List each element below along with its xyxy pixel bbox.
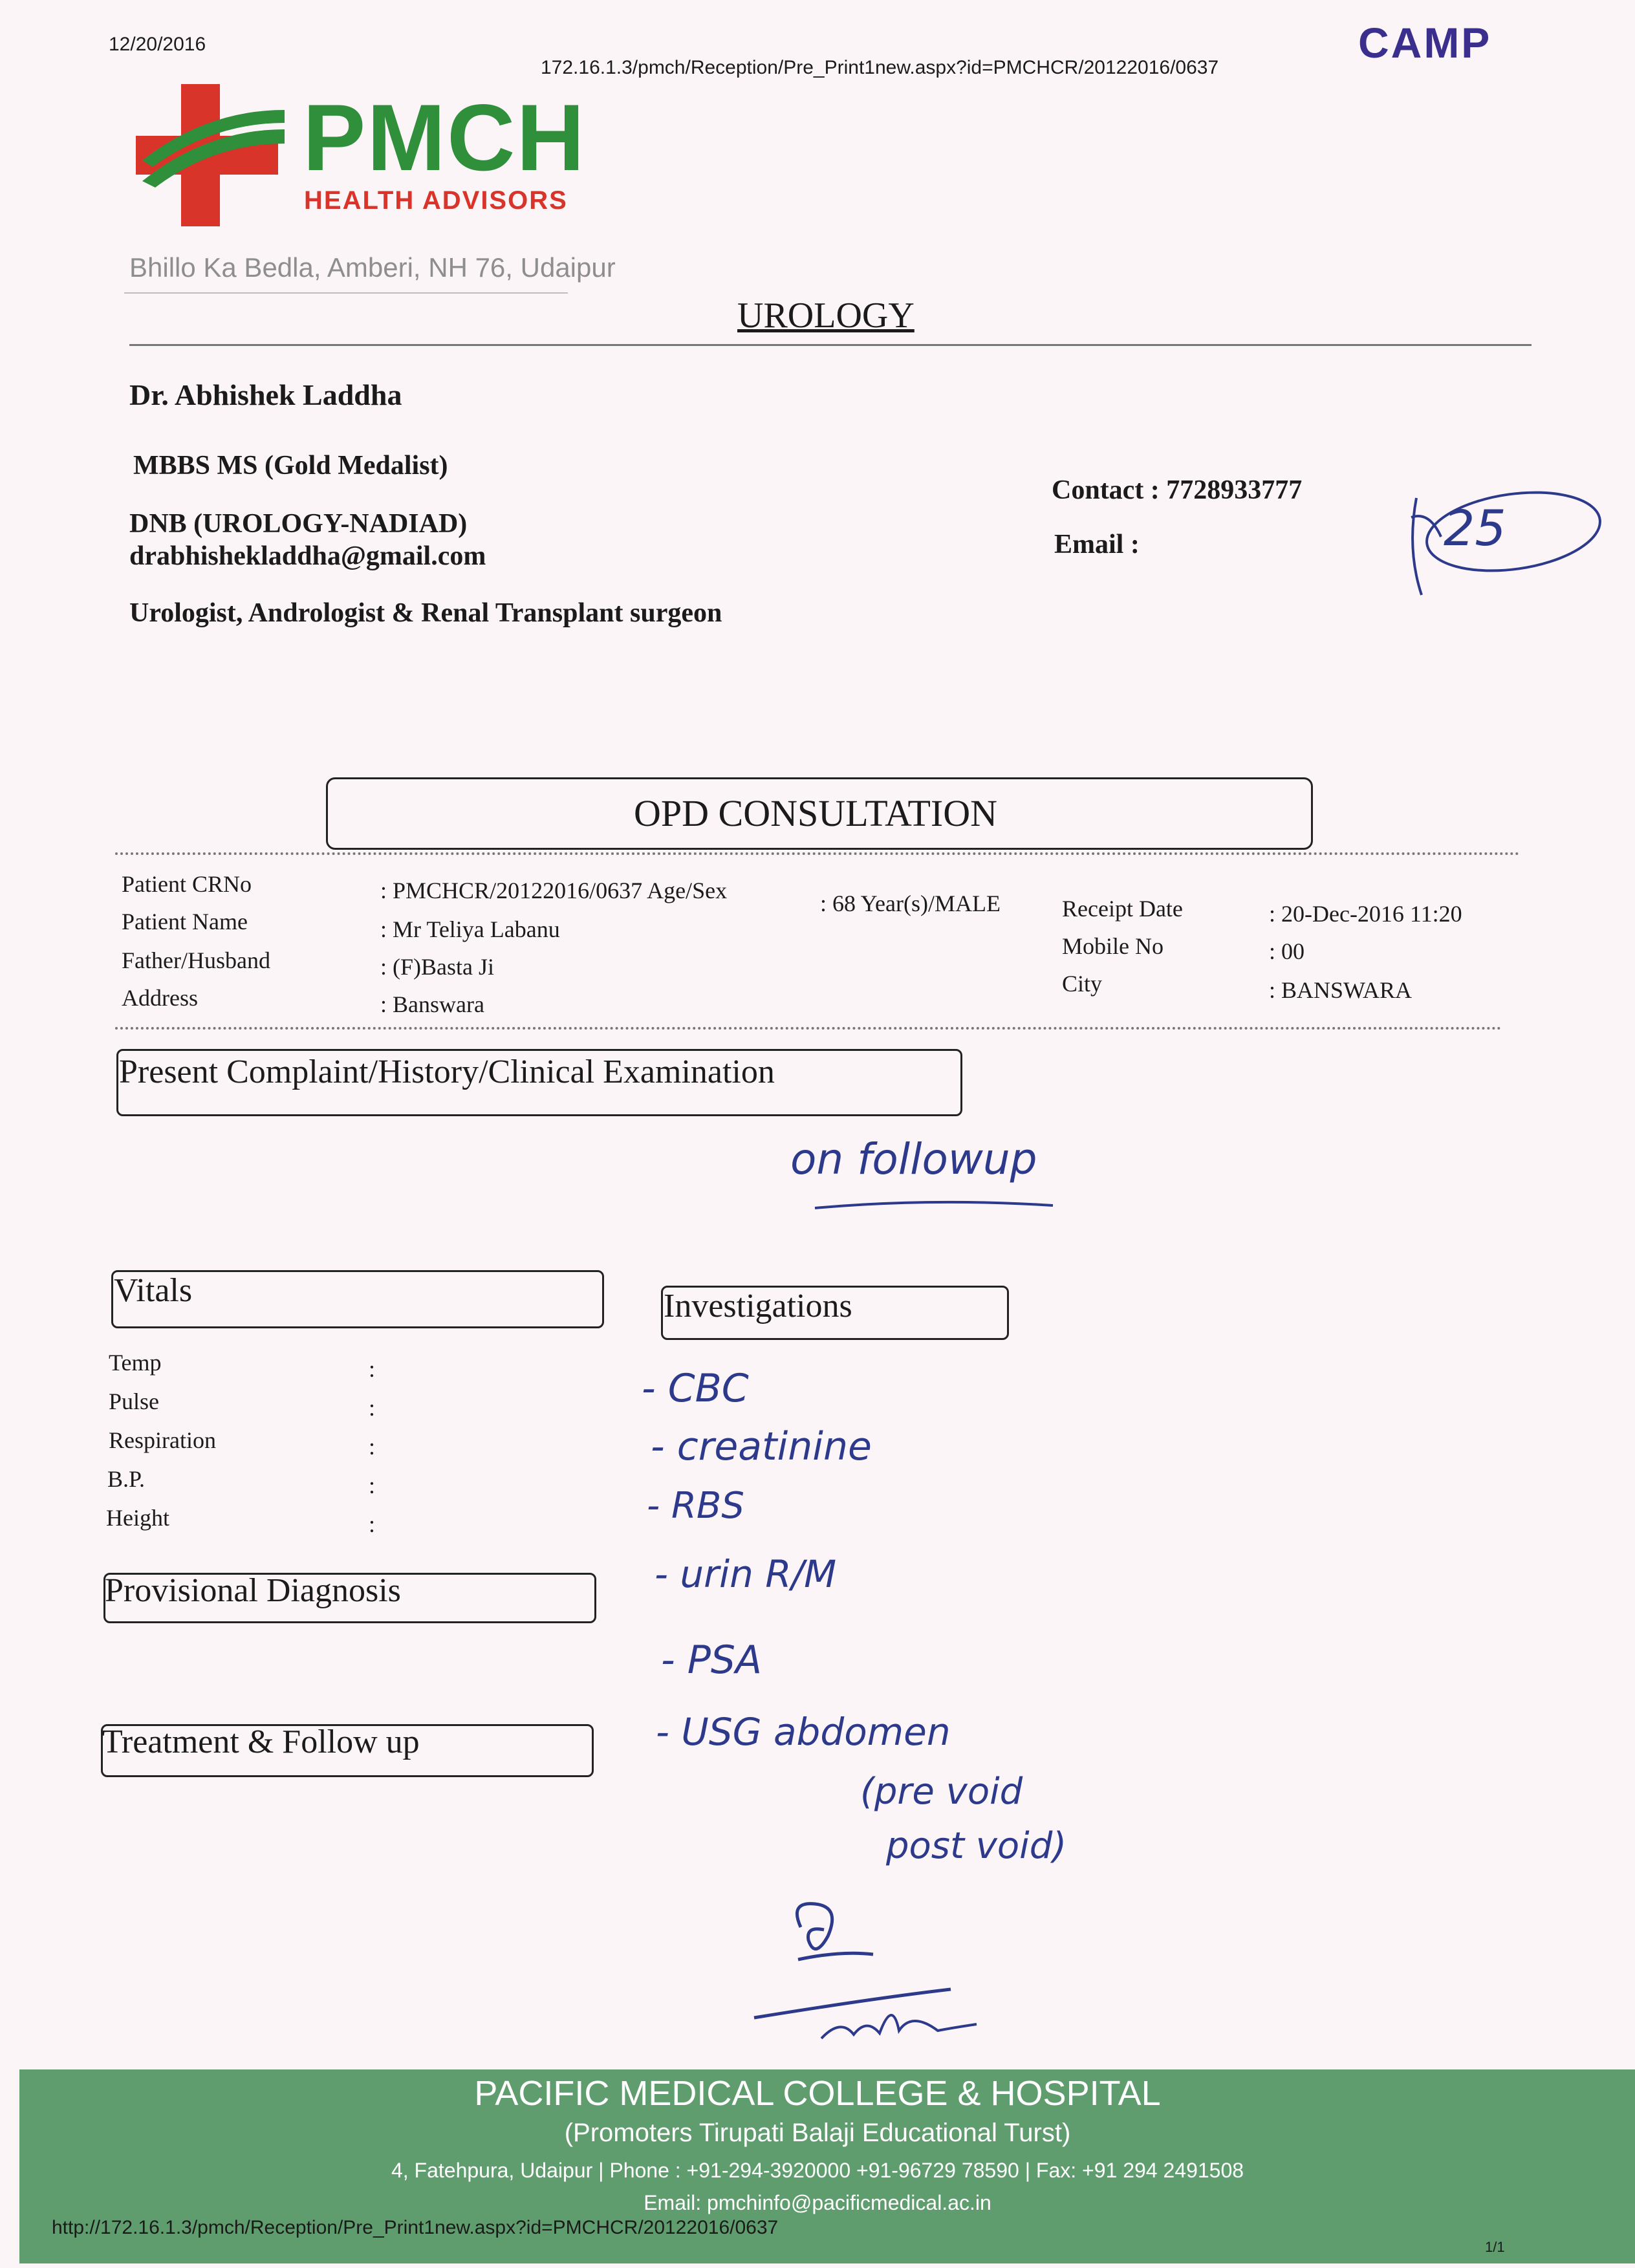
investigation-item-postvoid: post void) bbox=[886, 1825, 1067, 1867]
page-number: 1/1 bbox=[1485, 2239, 1505, 2255]
vital-height-sep: : bbox=[369, 1511, 376, 1537]
patient-address-value: : Banswara bbox=[380, 991, 484, 1017]
patient-crno-label: Patient CRNo bbox=[122, 871, 252, 897]
doctor-qualification-1: MBBS MS (Gold Medalist) bbox=[133, 451, 448, 481]
department-title: UROLOGY bbox=[737, 296, 915, 336]
vital-respiration-label: Respiration bbox=[109, 1427, 216, 1453]
vital-respiration-sep: : bbox=[369, 1434, 376, 1460]
complaint-underline bbox=[812, 1195, 1058, 1215]
treatment-title: Treatment & Follow up bbox=[102, 1723, 420, 1760]
mobile-label: Mobile No bbox=[1062, 933, 1164, 959]
footer-promoters: (Promoters Tirupati Balaji Educational Turst) bbox=[564, 2119, 1071, 2147]
investigation-item-cbc: - CBC bbox=[642, 1366, 749, 1411]
investigation-item-prevoid: (pre void bbox=[860, 1771, 1023, 1813]
camp-stamp: CAMP bbox=[1358, 19, 1492, 67]
footer-print-url: http://172.16.1.3/pmch/Reception/Pre_Print1new.aspx?id=PMCHCR/20122016/0637 bbox=[52, 2217, 779, 2238]
fee-circle-icon bbox=[1403, 472, 1610, 601]
vital-bp-label: B.P. bbox=[107, 1466, 146, 1492]
receipt-date-value: : 20-Dec-2016 11:20 bbox=[1269, 901, 1462, 927]
handwritten-fee: 25 bbox=[1444, 499, 1506, 557]
investigation-item-creatinine: - creatinine bbox=[651, 1424, 872, 1469]
header-rule bbox=[129, 344, 1532, 346]
footer-address: 4, Fatehpura, Udaipur | Phone : +91-294-3920000 +91-96729 78590 | Fax: +91 294 2491508 bbox=[391, 2159, 1244, 2182]
patient-name-label: Patient Name bbox=[122, 909, 248, 934]
complaint-title: Present Complaint/History/Clinical Examination bbox=[119, 1053, 775, 1090]
patient-address-label: Address bbox=[122, 985, 198, 1011]
investigation-item-psa: - PSA bbox=[661, 1637, 763, 1683]
investigation-item-usg: - USG abdomen bbox=[656, 1710, 951, 1754]
print-url: 172.16.1.3/pmch/Reception/Pre_Print1new.aspx?id=PMCHCR/20122016/0637 bbox=[541, 57, 1219, 78]
mobile-value: : 00 bbox=[1269, 938, 1305, 964]
doctor-contact: Contact : 7728933777 bbox=[1052, 475, 1303, 505]
vital-pulse-label: Pulse bbox=[109, 1388, 160, 1414]
investigation-item-urine: - urin R/M bbox=[655, 1552, 837, 1596]
doctor-specialty: Urologist, Andrologist & Renal Transplant surgeon bbox=[129, 598, 722, 628]
doctor-signature-icon bbox=[744, 1901, 1015, 2050]
diagnosis-title: Provisional Diagnosis bbox=[105, 1572, 401, 1609]
logo-address: Bhillo Ka Bedla, Amberi, NH 76, Udaipur bbox=[129, 252, 616, 283]
vital-height-label: Height bbox=[106, 1505, 169, 1531]
city-label: City bbox=[1062, 971, 1103, 997]
doctor-qualification-2: DNB (UROLOGY-NADIAD) bbox=[129, 509, 468, 539]
patient-top-rule bbox=[115, 852, 1520, 855]
vitals-title: Vitals bbox=[114, 1272, 193, 1309]
logo-tagline: HEALTH ADVISORS bbox=[304, 186, 568, 215]
print-date: 12/20/2016 bbox=[109, 34, 206, 55]
opd-title: OPD CONSULTATION bbox=[634, 792, 997, 834]
patient-bottom-rule bbox=[115, 1027, 1502, 1030]
footer-hospital: PACIFIC MEDICAL COLLEGE & HOSPITAL bbox=[474, 2074, 1161, 2113]
patient-age-sex-value: : 68 Year(s)/MALE bbox=[820, 891, 1001, 916]
logo-name: PMCH bbox=[303, 85, 586, 190]
patient-father-value: : (F)Basta Ji bbox=[380, 954, 494, 980]
doctor-email: drabhishekladdha@gmail.com bbox=[129, 541, 486, 571]
doctor-name: Dr. Abhishek Laddha bbox=[129, 378, 402, 411]
footer-email: Email: pmchinfo@pacificmedical.ac.in bbox=[644, 2191, 991, 2214]
logo-divider bbox=[124, 292, 568, 294]
patient-crno-value: : PMCHCR/20122016/0637 Age/Sex bbox=[380, 878, 728, 903]
receipt-date-label: Receipt Date bbox=[1062, 896, 1183, 922]
email-label: Email : bbox=[1054, 530, 1140, 559]
vital-bp-sep: : bbox=[369, 1473, 376, 1498]
vital-temp-sep: : bbox=[369, 1356, 376, 1382]
vital-temp-label: Temp bbox=[109, 1350, 162, 1376]
vital-pulse-sep: : bbox=[369, 1395, 376, 1421]
city-value: : BANSWARA bbox=[1269, 977, 1413, 1003]
investigation-item-rbs: - RBS bbox=[647, 1485, 744, 1527]
patient-name-value: : Mr Teliya Labanu bbox=[380, 916, 560, 942]
patient-father-label: Father/Husband bbox=[122, 947, 270, 973]
complaint-handwritten: on followup bbox=[790, 1134, 1037, 1184]
investigations-title: Investigations bbox=[664, 1288, 852, 1324]
